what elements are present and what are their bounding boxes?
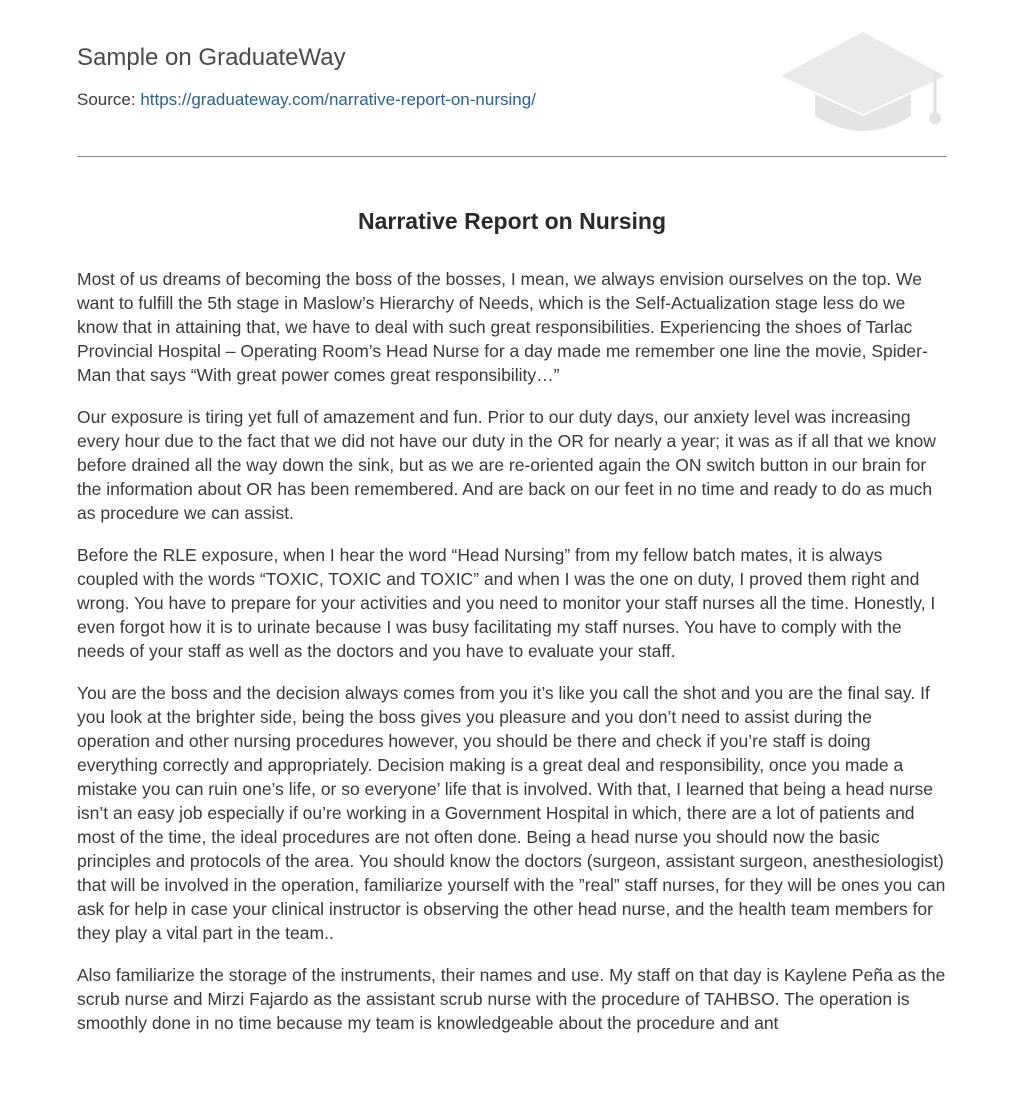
page [77,0,947,1053]
source-line [77,90,536,110]
source-label: Source: [77,90,141,109]
paragraph: Also familiarize the storage of the instruments, their names and use. My staff on that day is Kaylene Peña as the scrub nurse and Mirzi Fajardo as the assistant scrub nurse with the procedure of TAHBSO. The operation is smoothly done in no time because my team is knowledgeable about the procedure and ant [77,965,946,1033]
article-body [77,267,947,1035]
paragraph: Most of us dreams of becoming the boss of the bosses, I mean, we always envision ourselves on the top. We want to fulfill the 5th stage in Maslow’s Hierarchy of Needs, which is the Self-Actualization stage less do we know that in attaining that, we have to deal with such great responsibilities. Experiencing the shoes of Tarlac Provincial Hospital – Operating Room’s Head Nurse for a day made me remember one line the movie, Spider-Man that says “With great power comes great responsibility…” [77,269,928,385]
paragraph: Before the RLE exposure, when I hear the word “Head Nursing” from my fellow batch mates, it is always coupled with the words “TOXIC, TOXIC and TOXIC” and when I was the one on duty, I proved them right and wrong. You have to prepare for your activities and you need to monitor your staff nurses all the time. Honestly, I even forgot how it is to urinate because I was busy facilitating my staff nurses. You have to comply with the needs of your staff as well as the doctors and you have to evaluate your staff. [77,545,936,661]
source-link[interactable]: https://graduateway.com/narrative-report-on-nursing/ [140,90,536,109]
site-title: Sample on GraduateWay [77,44,346,71]
paragraph: You are the boss and the decision always comes from you it’s like you call the shot and you are the final say. If you look at the brighter side, being the boss gives you pleasure and you don’t need to assist during the operation and other nursing procedures however, you should be there and check if you’re staff is doing everything correctly and appropriately. Decision making is a great deal and responsibility, once you made a mistake you can ruin one’s life, or so everyone’ life that is involved. With that, I learned that being a head nurse isn’t an easy job especially if ou’re working in a Government Hospital in which, there are a lot of patients and most of the time, the ideal procedures are not often done. Being a head nurse you should now the basic principles and protocols of the area. You should know the doctors (surgeon, assistant surgeon, anesthesiologist) that will be involved in the operation, familiarize yourself with the ”real” staff nurses, for they will be ones you can ask for help in case your clinical instructor is observing the other head nurse, and the health team members for they play a vital part in the team.. [77,683,946,943]
document-title: Narrative Report on Nursing [358,208,666,234]
header [77,0,947,157]
graduation-cap-icon [779,30,947,134]
paragraph: Our exposure is tiring yet full of amazement and fun. Prior to our duty days, our anxiety level was increasing every hour due to the fact that we did not have our duty in the OR for nearly a year; it was as if all that we know before drained all the way down the sink, but as we are re-oriented again the ON switch button in our brain for the information about OR has been remembered. And are back on our feet in no time and ready to do as much as procedure we can assist. [77,407,936,523]
